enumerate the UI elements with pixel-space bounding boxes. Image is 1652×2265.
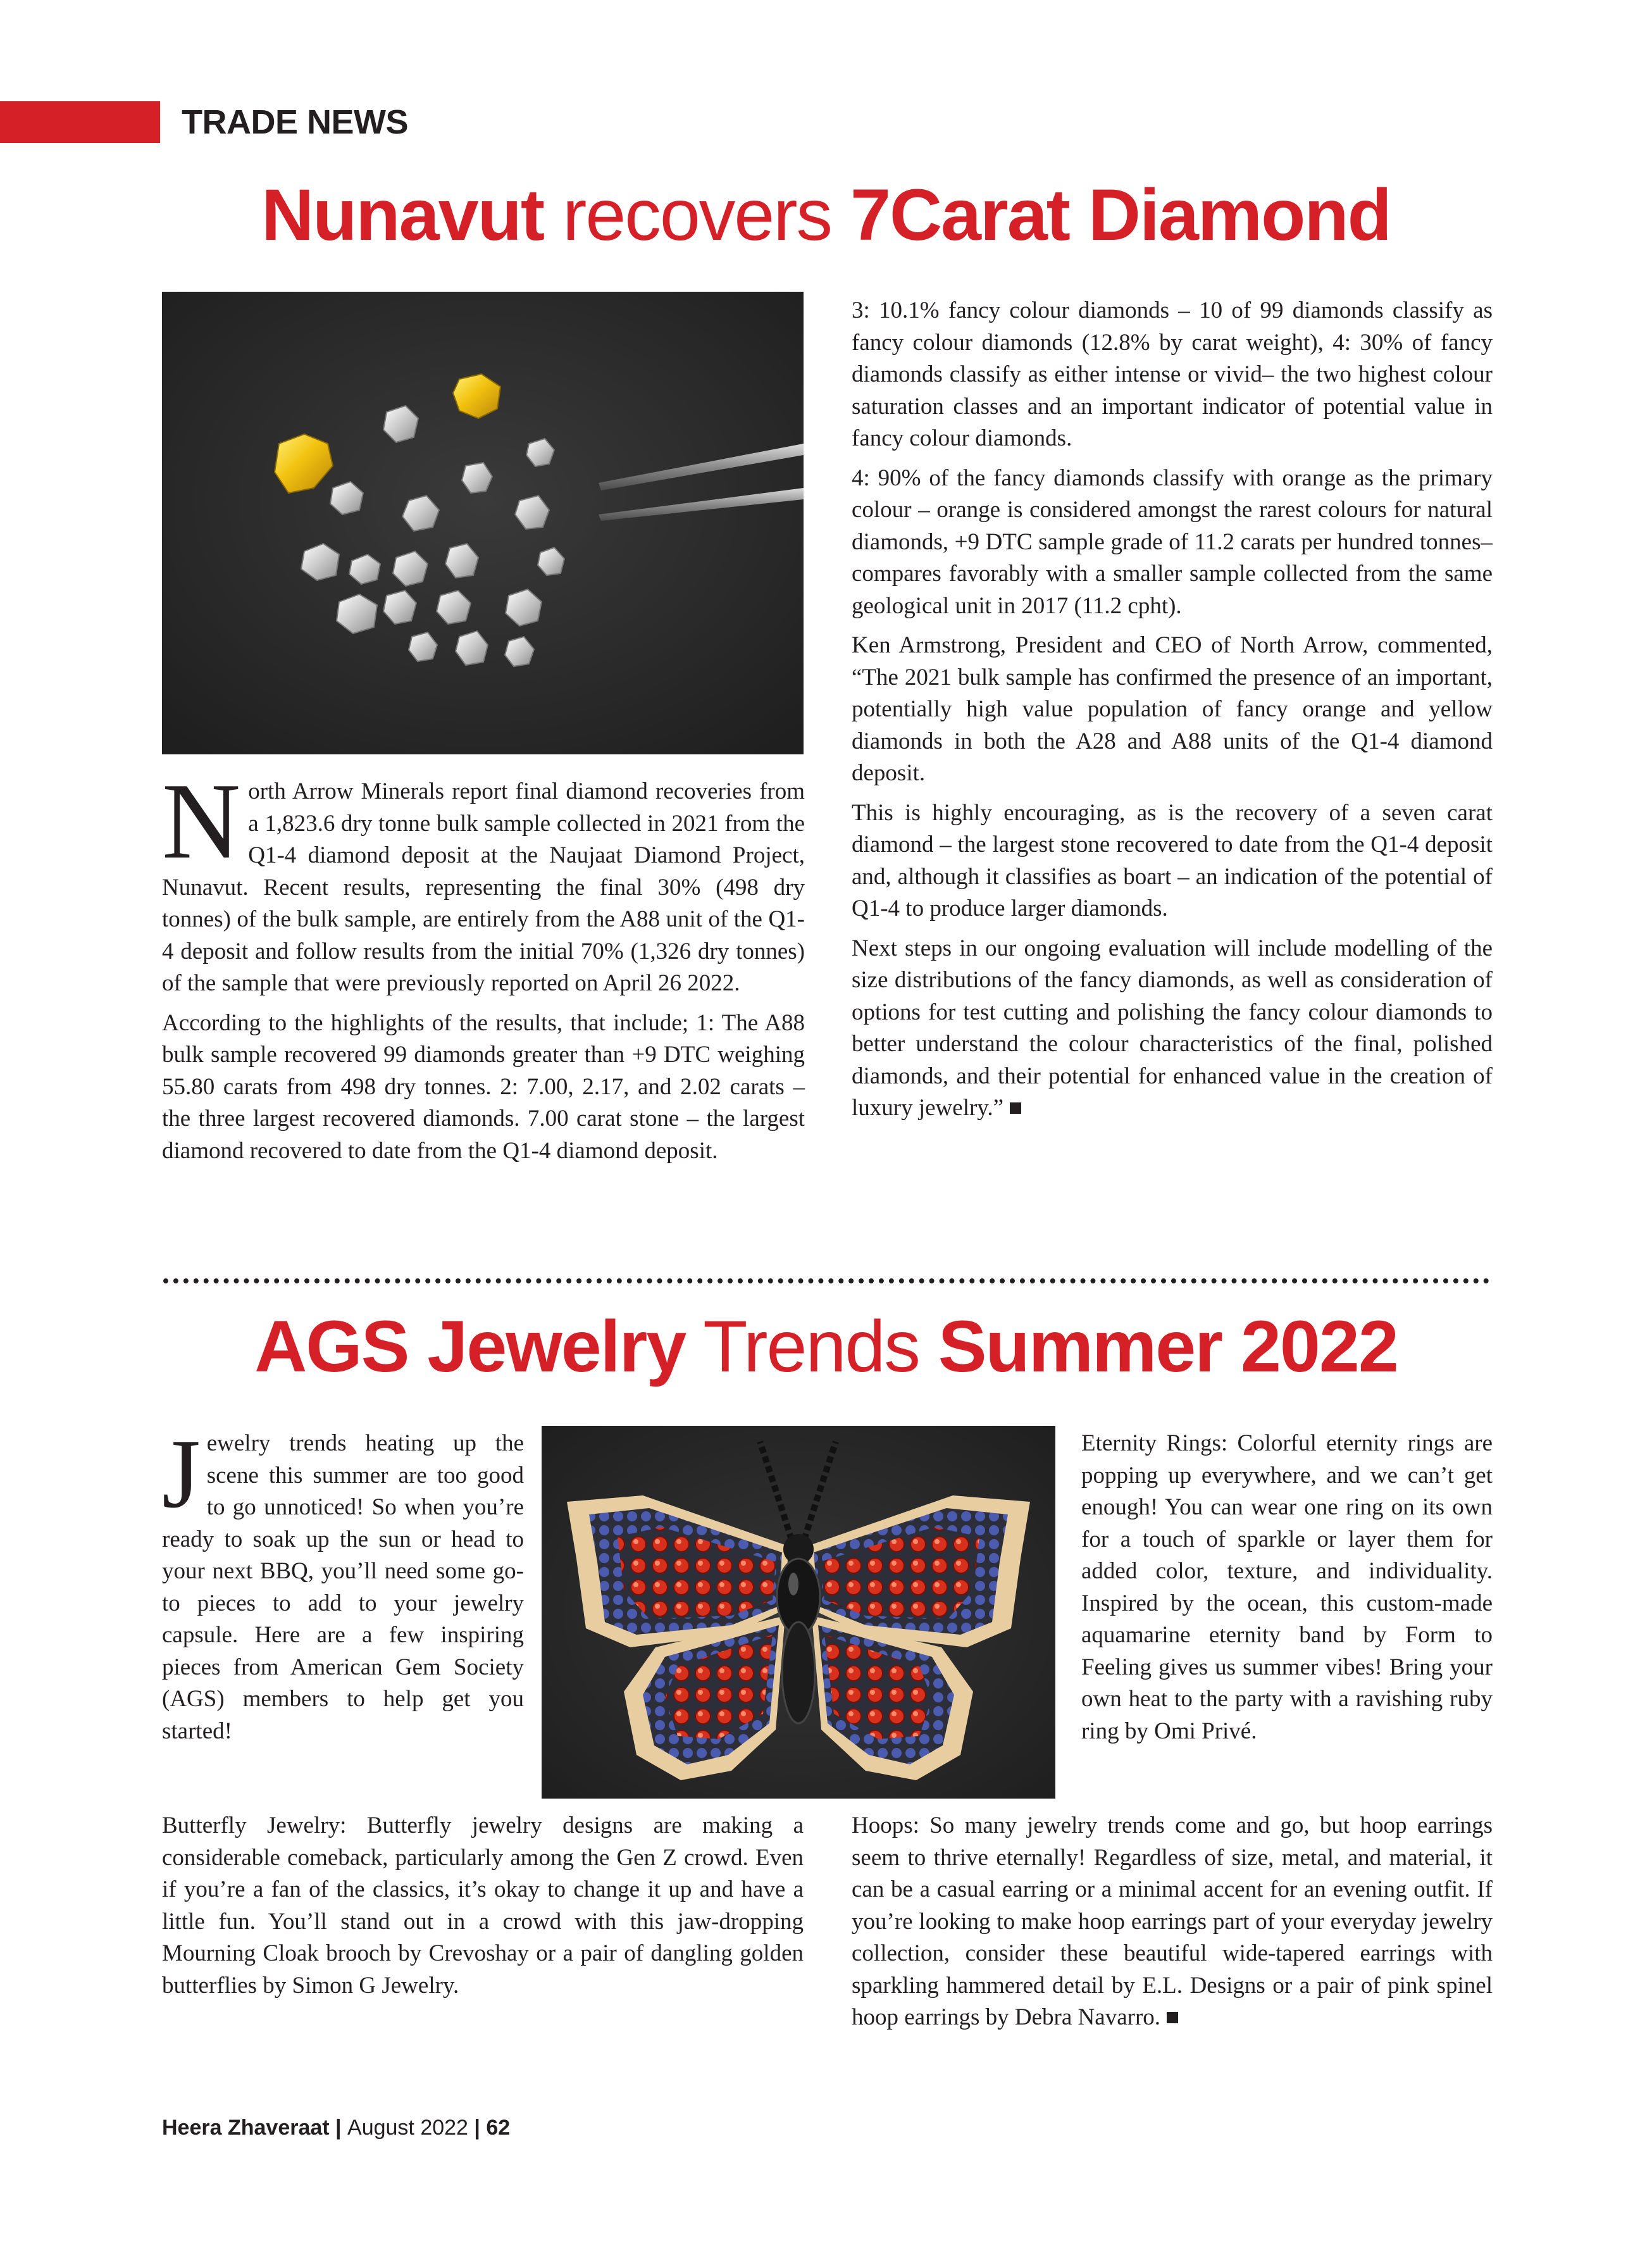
- article1-right-column: [852, 295, 1493, 1132]
- dotted-separator: [163, 1278, 1489, 1283]
- article2-hoops-paragraph: [852, 1810, 1493, 2034]
- article1-paragraph: According to the highlights of the results, that include; 1: The A88 bulk sample recovered 99 diamonds greater than +9 DTC weighing 55.80 carats from 498 dry tonnes. 2: 7.00, 2.17, and 2.02 carats – the three largest recovered diamonds. 7.00 carat stone – the largest diamond recovered to date from the Q1-4 diamond deposit.: [162, 1009, 805, 1164]
- article2-eternity-column: [1081, 1428, 1493, 1755]
- article2-title-part3: Summer 2022: [938, 1306, 1398, 1387]
- article2-intro-column: [162, 1419, 524, 1755]
- article2-hoops-column: [852, 1810, 1493, 2042]
- footer-issue: August 2022: [347, 2116, 468, 2140]
- end-mark-icon: [1167, 2012, 1178, 2023]
- article2-butterfly-column: [162, 1810, 804, 2009]
- article2-butterfly-text: Butterfly Jewelry: Butterfly jewelry designs are making a considerable comeback, particularly among the Gen Z crowd. Even if you’re a fan of the classics, it’s okay to change it up and have a little fun. You’ll stand out in a crowd with this jaw-dropping Mourning Cloak brooch by Crevoshay or a pair of dangling golden butterflies by Simon G Jewelry.: [162, 1813, 804, 1999]
- dropcap-n: N: [162, 761, 241, 882]
- article2-title-part1: AGS Jewelry: [254, 1306, 686, 1387]
- article1-headline: [0, 171, 1652, 259]
- section-label: TRADE NEWS: [182, 103, 408, 141]
- article1-para7-text: Next steps in our ongoing evaluation will include modelling of the size distributions of the fancy diamonds, as well as consideration of options for test cutting and polishing the fancy colour diamonds to better understand the colour characteristics of the final, polished diamonds, and their potential for enhanced value in the creation of luxury jewelry.”: [852, 935, 1493, 1121]
- article2-eternity-text: Eternity Rings: Colorful eternity rings are popping up everywhere, and we can’t get enough! You can wear one ring on its own for a touch of sparkle or layer them for added color, texture, and individuality. Inspired by the ocean, this custom-made aquamarine eternity band by Form to Feeling gives us summer vibes! Bring your own heat to the party with a ravishing ruby ring by Omi Privé.: [1081, 1430, 1493, 1744]
- footer-separator: |: [329, 2116, 348, 2140]
- article2-intro-text: ewelry trends heating up the scene this summer are too good to go unnoticed! So when you’re ready to soak up the sun or head to your next BBQ, you’ll need some go-to pieces to add to your jewelry capsule. Here are a few inspiring pieces from American Gem Society (AGS) members to help get you started!: [162, 1430, 524, 1744]
- diamonds-image: [162, 292, 804, 754]
- article1-para1-text: orth Arrow Minerals report final diamond recoveries from a 1,823.6 dry tonne bulk sample collected in 2021 from the Q1-4 diamond deposit at the Naujaat Diamond Project, Nunavut. Recent results, representing the final 30% (498 dry tonnes) of the bulk sample, are entirely from the A88 unit of the Q1-4 deposit and follow results from the initial 70% (1,326 dry tonnes) of the sample that were previously reported on April 26 2022.: [162, 778, 805, 996]
- article1-left-column: [162, 761, 805, 1175]
- article1-paragraph: 4: 90% of the fancy diamonds classify with orange as the primary colour – orange is considered amongst the rarest colours for natural diamonds, +9 DTC sample grade of 11.2 carats per hundred tonnes– compares favorably with a smaller sample collected from the same geological unit in 2017 (11.2 cpht).: [852, 465, 1493, 619]
- diamonds-photo: [162, 292, 804, 754]
- article1-title-part1: Nunavut: [261, 175, 544, 256]
- article1-title-part3: 7Carat Diamond: [850, 175, 1391, 256]
- article1-title-part2: recovers: [543, 175, 850, 256]
- footer-page-number: 62: [486, 2116, 511, 2140]
- end-mark-icon: [1010, 1102, 1021, 1114]
- article1-paragraph: 3: 10.1% fancy colour diamonds – 10 of 99 diamonds classify as fancy colour diamonds (12.8% by carat weight), 4: 30% of fancy diamonds classify as either intense or vivid– the two highest colour saturation classes and an important indicator of potential value in fancy colour diamonds.: [852, 297, 1493, 451]
- footer-publication: Heera Zhaveraat: [162, 2116, 330, 2140]
- butterfly-brooch-photo: [542, 1426, 1055, 1799]
- butterfly-brooch-image: [542, 1426, 1055, 1799]
- article1-paragraph: Ken Armstrong, President and CEO of North Arrow, commented, “The 2021 bulk sample has confirmed the presence of an important, potentially high value population of fancy orange and yellow diamonds in both the A28 and A88 units of the Q1-4 diamond deposit.: [852, 632, 1493, 786]
- article2-hoops-text: Hoops: So many jewelry trends come and go, but hoop earrings seem to thrive eternally! Regardless of size, metal, and material, it can be a casual earring or a minimal accent for an evening outfit. If you’re looking to make hoop earrings part of your everyday jewelry collection, consider these beautiful wide-tapered earrings with sparkling hammered detail by E.L. Designs or a pair of pink spinel hoop earrings by Debra Navarro.: [852, 1813, 1493, 2030]
- article2-title-part2: Trends: [685, 1306, 938, 1387]
- article1-paragraph: This is highly encouraging, as is the recovery of a seven carat diamond – the largest stone recovered to date from the Q1-4 deposit and, although it classifies as boart – an indication of the potential of Q1-4 to produce larger diamonds.: [852, 799, 1493, 921]
- section-color-bar: [0, 101, 160, 143]
- article2-intro: [162, 1419, 524, 1747]
- article2-headline: [0, 1302, 1652, 1391]
- article1-paragraph: [852, 933, 1493, 1125]
- footer-separator: |: [468, 2116, 487, 2140]
- dropcap-j: J: [162, 1419, 201, 1528]
- page-footer: [162, 2113, 510, 2142]
- article1-paragraph: [162, 761, 805, 1000]
